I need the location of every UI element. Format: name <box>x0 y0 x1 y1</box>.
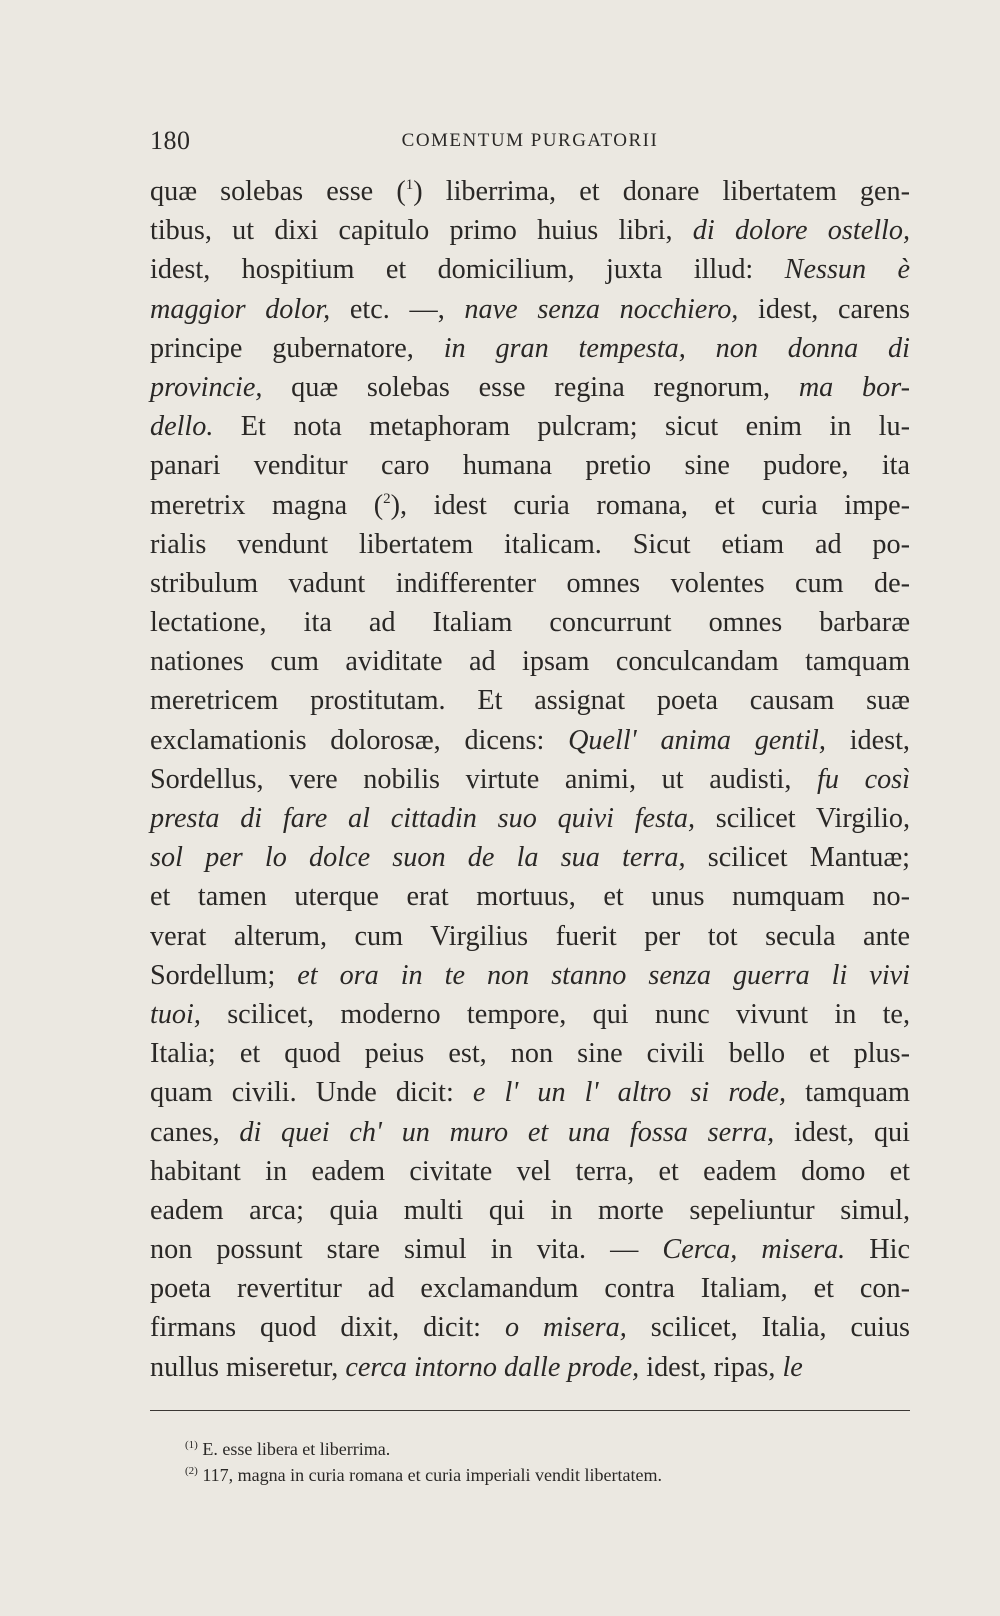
text-segment: idest, ripas, <box>639 1351 783 1383</box>
page-number: 180 <box>150 126 191 155</box>
text-line <box>150 760 910 799</box>
text-segment: eadem arca; quia multi qui in morte sepeliuntur simul, <box>150 1194 910 1226</box>
text-line <box>150 1034 910 1073</box>
text-line <box>150 1308 910 1347</box>
text-segment: scilicet, Italia, cuius <box>626 1312 911 1344</box>
italic-quotation: dello. <box>150 411 214 443</box>
text-segment: habitant in eadem civitate vel terra, et eadem domo et <box>150 1155 910 1187</box>
text-line <box>150 681 910 720</box>
text-segment: lectatione, ita ad Italiam concurrunt omnes barbaræ <box>150 607 910 639</box>
text-line <box>150 1073 910 1112</box>
text-segment: Hic <box>845 1234 910 1266</box>
text-segment: meretrix magna ( <box>150 489 384 521</box>
italic-quotation: et ora in te non stanno senza guerra li vivi <box>297 959 910 991</box>
footnote-mark: 1 <box>188 1439 195 1451</box>
text-segment: non possunt stare simul in vita. — <box>150 1234 663 1266</box>
italic-quotation: in gran tempesta, non donna di <box>443 332 910 364</box>
text-segment: Italia; et quod peius est, non sine civili bello et plus- <box>150 1038 910 1070</box>
footnote-reference: 1 <box>405 177 414 193</box>
text-line <box>150 1191 910 1230</box>
text-segment: Sordellus, vere nobilis virtute animi, ut audisti, <box>150 763 818 795</box>
italic-quotation: e l' un l' altro si rode, <box>472 1077 787 1109</box>
text-segment: quæ solebas esse regina regnorum, <box>262 371 799 403</box>
footnote-reference: 2 <box>383 490 391 507</box>
text-segment: meretricem prostitutam. Et assignat poeta causam suæ <box>150 685 910 717</box>
text-segment: scilicet, moderno tempore, qui nunc vivunt in te, <box>200 998 910 1030</box>
text-line <box>150 1113 910 1152</box>
italic-quotation: presta di fare al cittadin suo quivi festa, <box>150 803 696 834</box>
italic-quotation: Quell' anima gentil, <box>568 724 826 756</box>
text-line <box>150 329 910 368</box>
text-line <box>150 721 910 760</box>
text-segment: principe gubernatore, <box>150 332 444 364</box>
text-segment: firmans quod dixit, dicit: <box>150 1312 505 1344</box>
body-text <box>150 172 910 1387</box>
text-line <box>150 603 910 642</box>
text-line <box>150 172 910 211</box>
text-segment: nationes cum aviditate ad ipsam conculcandam tamquam <box>150 646 910 678</box>
text-segment: etc. —, <box>330 293 465 325</box>
italic-quotation: sol per lo dolce suon de la sua terra, <box>150 842 686 874</box>
text-line <box>150 1230 910 1269</box>
text-segment: canes, <box>150 1116 240 1148</box>
text-line <box>150 1152 910 1191</box>
text-line <box>150 995 910 1034</box>
text-segment: exclamationis dolorosæ, dicens: <box>150 724 569 756</box>
text-line <box>150 564 910 603</box>
text-segment: et tamen uterque erat mortuus, et unus numquam no- <box>150 881 910 913</box>
text-segment: idest, qui <box>774 1116 910 1148</box>
text-line <box>150 877 910 916</box>
text-line <box>150 290 910 329</box>
text-line <box>150 446 910 485</box>
italic-quotation: cerca intorno dalle prode, <box>345 1351 640 1383</box>
text-line <box>150 642 910 681</box>
italic-quotation: nave senza nocchiero, <box>464 293 739 325</box>
text-line <box>150 525 910 564</box>
italic-quotation: Cerca, misera. <box>662 1234 846 1266</box>
text-segment: ), idest curia romana, et curia impe- <box>390 489 910 521</box>
italic-quotation: o misera, <box>504 1312 627 1344</box>
italic-quotation: Nessun è <box>784 254 911 286</box>
footnote-text: E. esse libera et liberrima. <box>197 1439 391 1459</box>
italic-quotation: fu così <box>817 763 910 795</box>
text-segment: ) liberrima, et donare libertatem gen- <box>413 176 910 207</box>
text-segment: stribulum vadunt indifferenter omnes volentes cum de- <box>150 567 910 599</box>
page-header <box>150 126 910 162</box>
text-segment: quæ solebas esse ( <box>150 176 406 207</box>
text-segment: scilicet Virgilio, <box>695 803 910 834</box>
text-line <box>150 838 910 877</box>
text-segment: Sordellum; <box>150 959 298 991</box>
text-segment: poeta revertitur ad exclamandum contra Italiam, et con- <box>150 1273 910 1305</box>
text-segment: idest, carens <box>738 293 910 325</box>
text-line <box>150 407 910 446</box>
text-line <box>150 1269 910 1308</box>
text-line <box>150 1348 910 1387</box>
text-segment: tibus, ut dixi capitulo primo huius libri, <box>150 215 693 247</box>
text-segment: idest, <box>825 724 910 756</box>
footnote-mark: 2 <box>188 1465 195 1477</box>
footnote: $^{(2)}$ 117, magna in curia romana et curia imperiali vendit libertatem. <box>185 1465 663 1485</box>
italic-quotation: di dolore ostello, <box>692 215 911 247</box>
italic-quotation: di quei ch' un muro et una fossa serra, <box>239 1116 775 1148</box>
running-title: COMENTUM PURGATORII <box>401 130 659 151</box>
text-line <box>150 250 910 289</box>
italic-quotation: tuoi, <box>150 998 201 1030</box>
text-segment: quam civili. Unde dicit: <box>150 1077 473 1109</box>
footnote-text: 117, magna in curia romana et curia imperiali vendit libertatem. <box>197 1465 663 1485</box>
text-segment: Et nota metaphoram pulcram; sicut enim in lu- <box>213 411 910 443</box>
footnote-rule <box>150 1410 910 1411</box>
text-line <box>150 799 910 838</box>
text-segment: tamquam <box>786 1077 910 1109</box>
text-segment: verat alterum, cum Virgilius fuerit per tot secula ante <box>150 920 910 952</box>
footnote: $^{(1)}$ E. esse libera et liberrima. <box>185 1439 391 1459</box>
italic-quotation: le <box>782 1351 803 1383</box>
text-line <box>150 917 910 956</box>
footnotes <box>185 1436 910 1488</box>
italic-quotation: ma bor- <box>798 371 910 403</box>
italic-quotation: provincie, <box>150 371 263 403</box>
text-segment: panari venditur caro humana pretio sine pudore, ita <box>150 450 910 482</box>
text-line <box>150 368 910 407</box>
text-segment: idest, hospitium et domicilium, juxta illud: <box>150 254 785 286</box>
text-line <box>150 211 910 250</box>
text-segment: rialis vendunt libertatem italicam. Sicut etiam ad po- <box>150 528 910 560</box>
text-segment: scilicet Mantuæ; <box>685 842 910 874</box>
text-line <box>150 956 910 995</box>
italic-quotation: maggior dolor, <box>150 293 331 325</box>
text-segment: nullus miseretur, <box>150 1351 346 1383</box>
text-line <box>150 486 910 525</box>
